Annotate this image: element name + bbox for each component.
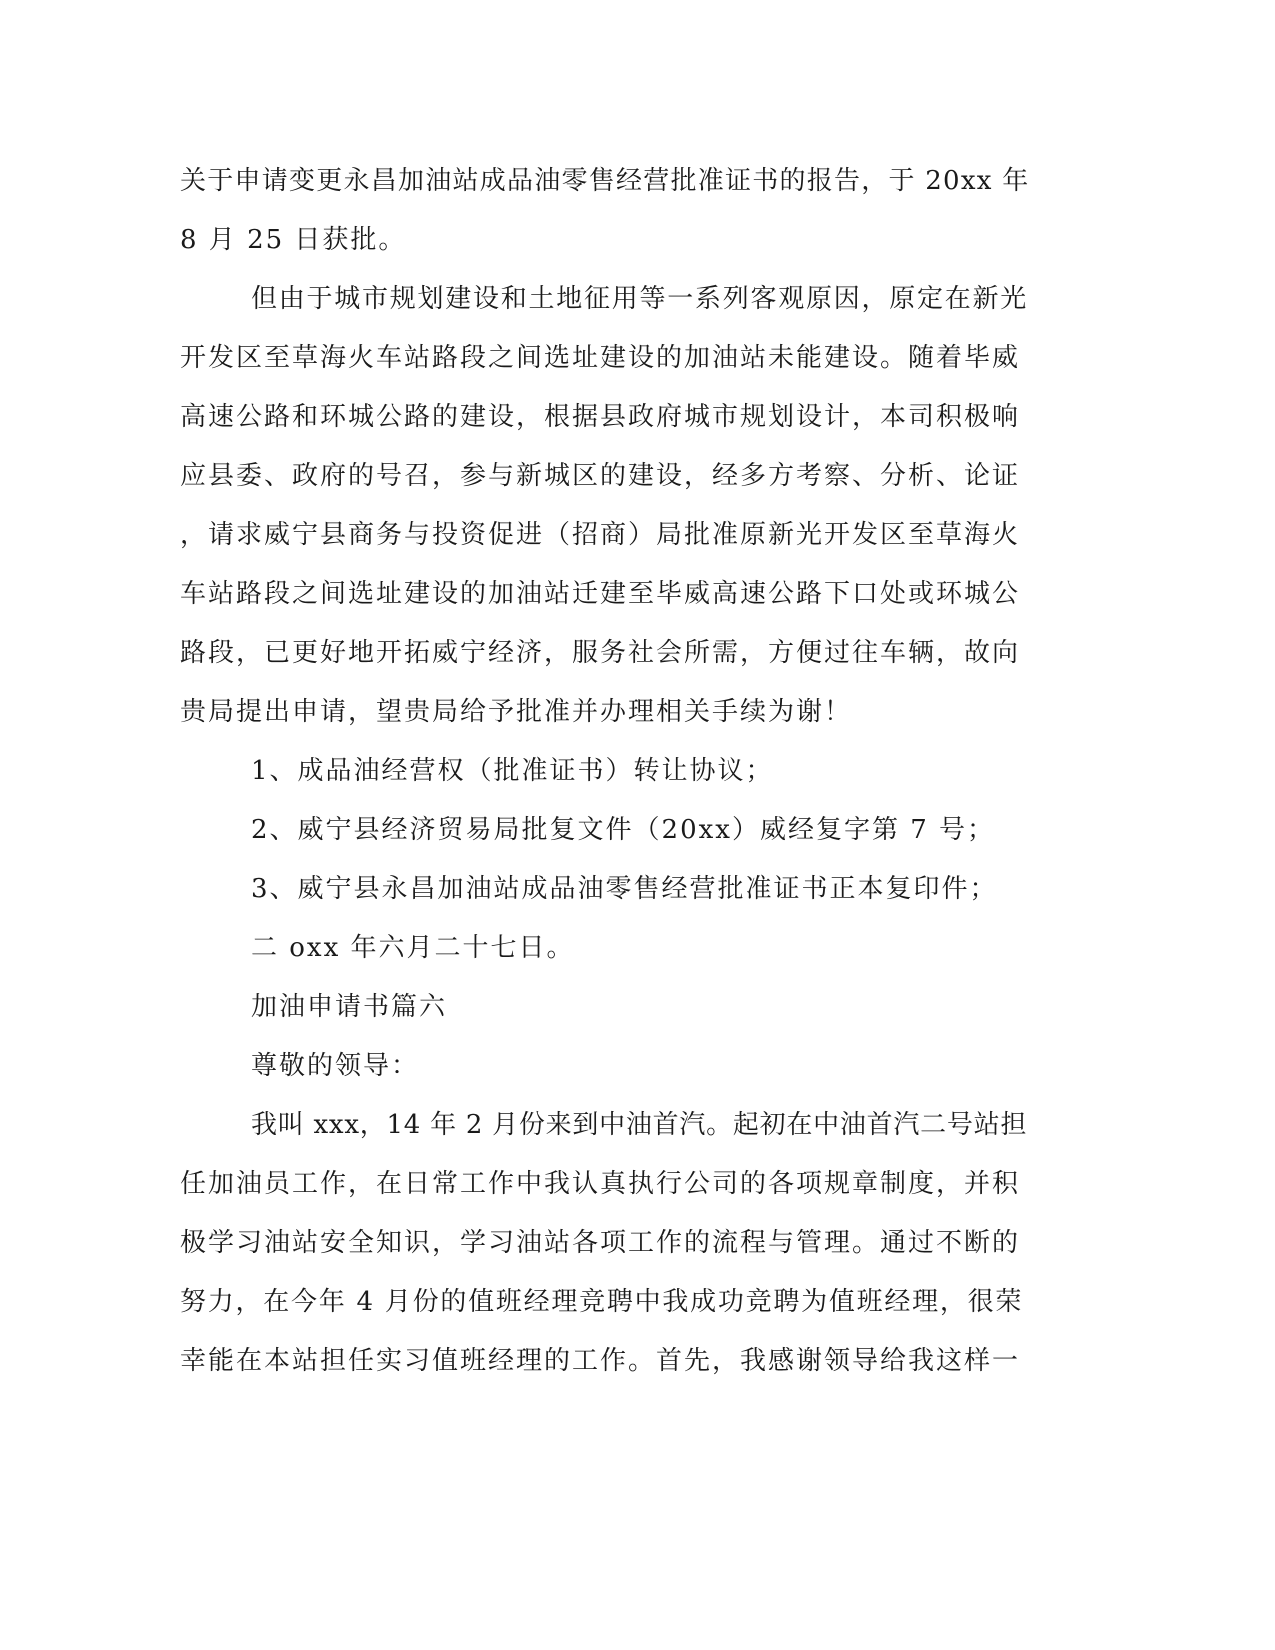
- text-line: 高速公路和环城公路的建设，根据县政府城市规划设计，本司积极响: [180, 402, 1021, 432]
- text-line: 努力，在今年 4 月份的值班经理竞聘中我成功竞聘为值班经理，很荣: [180, 1287, 1024, 1317]
- text-line: 贵局提出申请，望贵局给予批准并办理相关手续为谢！: [180, 697, 853, 727]
- text-line: 关于申请变更永昌加油站成品油零售经营批准证书的报告，于 20xx 年: [180, 166, 1030, 196]
- text-line: 8 月 25 日获批。: [180, 225, 407, 255]
- text-line: ，请求威宁县商务与投资促进（招商）局批准原新光开发区至草海火: [180, 520, 1021, 550]
- text-line: 应县委、政府的号召，参与新城区的建设，经多方考察、分析、论证: [180, 461, 1021, 491]
- text-line: 但由于城市规划建设和土地征用等一系列客观原因，原定在新光: [251, 284, 1029, 314]
- text-line: 极学习油站安全知识，学习油站各项工作的流程与管理。通过不断的: [180, 1228, 1021, 1258]
- text-line: 任加油员工作，在日常工作中我认真执行公司的各项规章制度，并积: [180, 1169, 1021, 1199]
- text-line: 加油申请书篇六: [251, 992, 448, 1022]
- body-text: [180, 152, 1030, 1391]
- text-line: 2、威宁县经济贸易局批复文件（20xx）威经复字第 7 号；: [251, 815, 996, 845]
- text-line: 我叫 xxx，14 年 2 月份来到中油首汽。起初在中油首汽二号站担: [251, 1110, 1028, 1140]
- text-line: 开发区至草海火车站路段之间选址建设的加油站未能建设。随着毕威: [180, 343, 1021, 373]
- text-line: 车站路段之间选址建设的加油站迁建至毕威高速公路下口处或环城公: [180, 579, 1021, 609]
- text-line: 二 oxx 年六月二十七日。: [251, 933, 575, 963]
- text-line: 路段，已更好地开拓威宁经济，服务社会所需，方便过往车辆，故向: [180, 638, 1021, 668]
- text-line: 1、成品油经营权（批准证书）转让协议；: [251, 756, 774, 786]
- text-line: 尊敬的领导：: [251, 1051, 420, 1081]
- text-line: 3、威宁县永昌加油站成品油零售经营批准证书正本复印件；: [251, 874, 998, 904]
- text-line: 幸能在本站担任实习值班经理的工作。首先，我感谢领导给我这样一: [180, 1346, 1021, 1376]
